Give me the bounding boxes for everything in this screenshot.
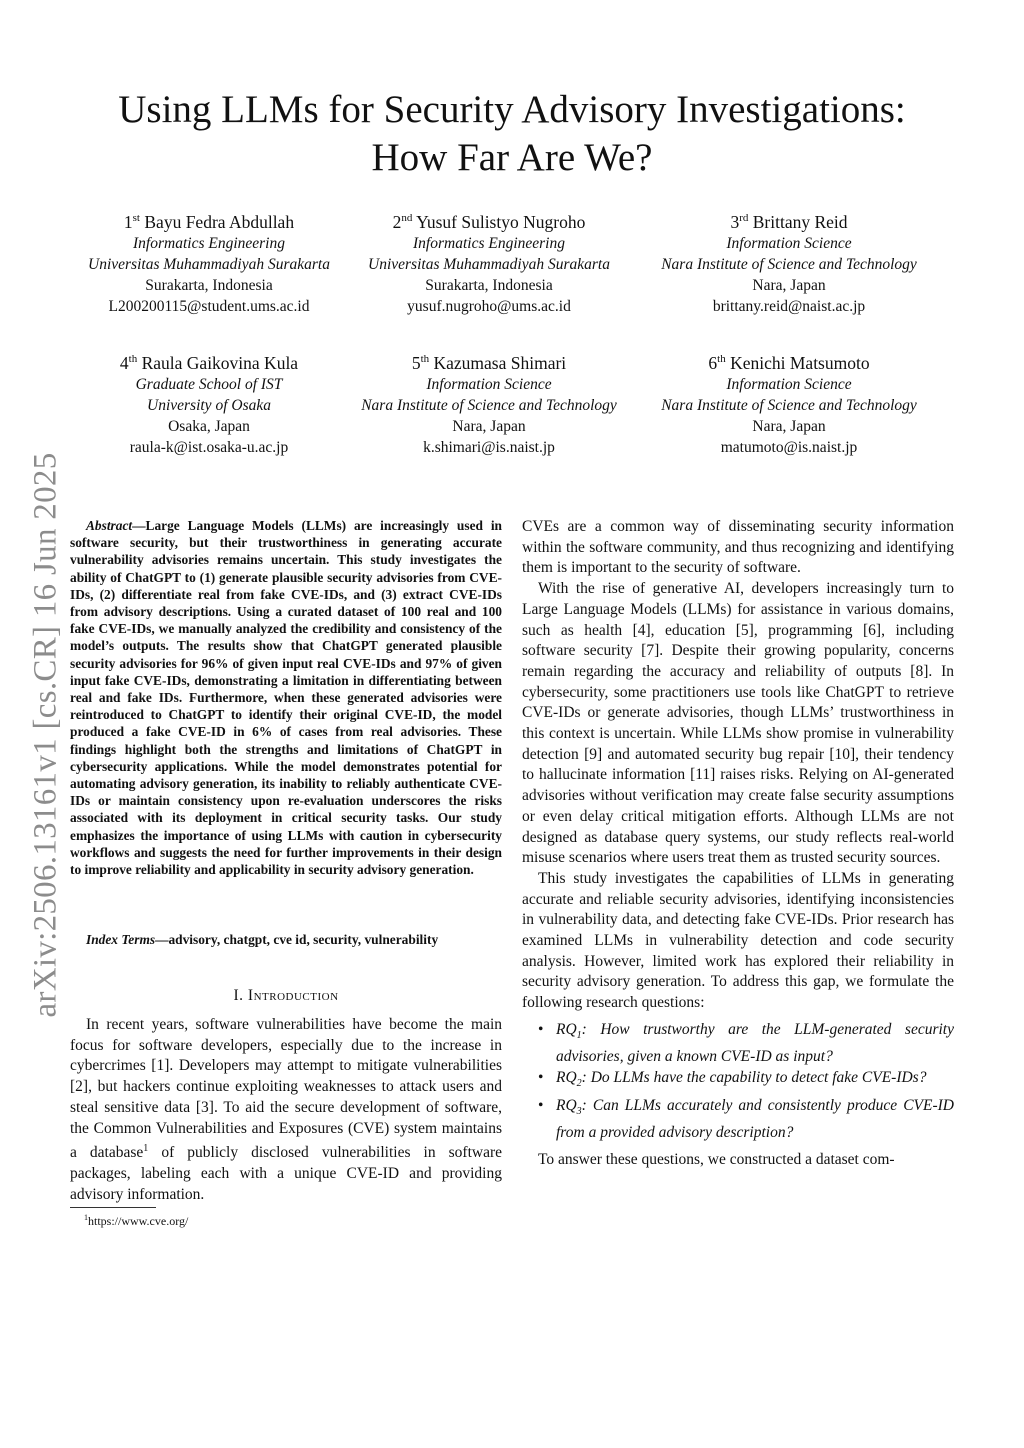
author-org: Nara Institute of Science and Technology (661, 396, 917, 414)
author-location: Nara, Japan (452, 417, 526, 435)
abstract (70, 517, 502, 878)
author-name: 2nd Yusuf Sulistyo Nugroho (392, 211, 586, 232)
author-block-4 (59, 348, 359, 458)
index-terms-label: Index Terms (86, 932, 156, 947)
author-name: 4th Raula Gaikovina Kula (119, 352, 299, 373)
author-dept: Information Science (726, 375, 852, 393)
bullet-icon: • (538, 1097, 544, 1115)
title-line-2: How Far Are We? (371, 136, 653, 179)
bullet-icon: • (538, 1020, 544, 1038)
author-name: 5th Kazumasa Shimari (411, 352, 567, 373)
right-paragraph-3: This study investigates the capabilities of LLMs in generating accurate and reliable security advisories, identifying inconsistencies in vulnerability data, and detecting fake CVE-IDs. Prior research has examined LLMs in vulnerability detection and code security analysis. However, limited work has explored their reliability in security advisory generation. To address this gap, we formulate the following research questions: (522, 869, 954, 1012)
author-org: Nara Institute of Science and Technology (661, 255, 917, 273)
arxiv-identifier: arXiv:2506.13161v1 [cs.CR] 16 Jun 2025 (27, 452, 64, 1018)
author-email: brittany.reid@naist.ac.jp (712, 297, 866, 315)
author-name: 6th Kenichi Matsumoto (708, 352, 870, 373)
right-paragraph-4: To answer these questions, we constructed a dataset com- (538, 1150, 895, 1168)
intro-paragraph-1: In recent years, software vulnerabilities have become the main focus for software developers, especially due to the increase in cybercrimes [1]. Developers may attempt to mitigate vulnerabilities [2], but hackers continue exploiting weaknesses to attack users and steal sensitive data [3]. To aid the secure development of software, the Common Vulnerabilities and Exposures (CVE) system maintains a database$^1$ of publicly disclosed vulnerabilities in software packages, labeling each with a unique CVE-ID and providing advisory information. (70, 1016, 502, 1203)
section-number: I. (233, 987, 244, 1004)
section-heading-introduction (70, 987, 502, 1005)
list-item: • $RQ_1$: How trustworthy are the LLM-generated security advisories, given a known CVE-ID as input? (538, 1020, 954, 1065)
right-paragraph-1: CVEs are a common way of disseminating security information within the software community, and thus recognizing and identifying them is important to the security of software. (522, 518, 954, 577)
abstract-label: Abstract (86, 518, 133, 533)
author-location: Nara, Japan (752, 417, 826, 435)
author-email: matumoto@is.naist.jp (720, 438, 858, 456)
right-paragraph-2: With the rise of generative AI, developers increasingly turn to Large Language Models (LLMs) for assistance in various domains, such as health [4], education [5], programming [6], including software security [7]. Despite their growing popularity, concerns remain regarding the accuracy and reliability of outputs [8]. In cybersecurity, some practitioners use tools like ChatGPT to retrieve CVE-IDs or generate advisories, though LLMs’ trustworthiness in this context is uncertain. While LLMs show promise in vulnerability detection [9] and automated security bug repair [10], their tendency to hallucinate information [11] raises risks. Relying on AI-generated advisories without verification may create false security assumptions or even delay critical mitigation efforts. Although LLMs are not designed as database query systems, our study reflects real-world misuse scenarios where users treat them as trusted security sources. (522, 580, 954, 867)
author-org: Nara Institute of Science and Technology (361, 396, 617, 414)
author-org: University of Osaka (147, 396, 271, 414)
index-terms (70, 931, 502, 948)
index-terms-text: —advisory, chatgpt, cve id, security, vulnerability (155, 932, 439, 947)
right-column-body (522, 517, 954, 1170)
author-name: 1st Bayu Fedra Abdullah (123, 211, 295, 232)
author-block-6 (639, 348, 939, 458)
author-email: k.shimari@is.naist.jp (423, 438, 555, 456)
author-dept: Information Science (726, 234, 852, 252)
author-dept: Informatics Engineering (133, 234, 285, 252)
author-block-3 (639, 207, 939, 317)
footnote: $^1$https://www.cve.org/ (84, 1213, 189, 1228)
author-dept: Information Science (426, 375, 552, 393)
list-item: • $RQ_2$: Do LLMs have the capability to detect fake CVE-IDs? (538, 1069, 927, 1090)
author-block-5 (339, 348, 639, 458)
author-location: Nara, Japan (752, 276, 826, 294)
author-org: Universitas Muhammadiyah Surakarta (88, 255, 330, 273)
author-block-2 (339, 207, 639, 317)
author-dept: Informatics Engineering (413, 234, 565, 252)
author-name: 3rd Brittany Reid (730, 211, 848, 232)
footnote-link[interactable]: https://www.cve.org/ (88, 1214, 189, 1228)
introduction-body (70, 1015, 502, 1205)
paper-title (0, 86, 1024, 182)
author-location: Surakarta, Indonesia (425, 276, 553, 294)
list-item: • $RQ_3$: Can LLMs accurately and consistently produce CVE-ID from a provided advisory description? (538, 1097, 954, 1141)
author-dept: Graduate School of IST (135, 375, 283, 393)
research-questions-list (522, 1020, 954, 1144)
author-email: yusuf.nugroho@ums.ac.id (407, 297, 571, 315)
author-email: L200200115@student.ums.ac.id (108, 297, 310, 315)
author-location: Osaka, Japan (168, 417, 250, 435)
author-email: raula-k@ist.osaka-u.ac.jp (129, 438, 289, 456)
bullet-icon: • (538, 1069, 544, 1087)
author-block-1 (59, 207, 359, 317)
author-org: Universitas Muhammadiyah Surakarta (368, 255, 610, 273)
author-location: Surakarta, Indonesia (145, 276, 273, 294)
abstract-text: —Large Language Models (LLMs) are increasingly used in software security, but their trustworthiness in generating accurate vulnerability advisories remains uncertain. This study investigates the ability of ChatGPT to (1) generate plausible security advisories from CVE-IDs, (2) differentiate real from fake CVE-IDs, and (3) extract CVE-IDs from advisory descriptions. Using a curated dataset of 100 real and 100 fake CVE-IDs, we manually analyzed the credibility and consistency of the model’s outputs. The results show that ChatGPT generated plausible security advisories for 96% of given input real CVE-IDs and 97% of given input fake CVE-IDs, demonstrating a limitation in differentiating between real and fake IDs. Furthermore, when these generated advisories were reintroduced to ChatGPT to identify their original CVE-ID, the model produced a fake CVE-ID in 6% of cases from real advisories. These findings highlight both the strengths and limitations of ChatGPT in cybersecurity applications. While the model demonstrates potential for automating advisory generation, its inability to reliably authenticate CVE-IDs or maintain consistency upon re-evaluation underscores the risks associated with its deployment in critical security tasks. Our study emphasizes the importance of using LLMs with caution in cybersecurity workflows and suggests the need for further improvements in their design to improve reliability and applicability in security advisory generation. (70, 518, 502, 878)
title-line-1: Using LLMs for Security Advisory Investigations: (118, 88, 906, 131)
footnote-ref: 1 (143, 1143, 149, 1155)
section-title: Introduction (247, 987, 339, 1004)
footnote-divider (70, 1207, 156, 1208)
